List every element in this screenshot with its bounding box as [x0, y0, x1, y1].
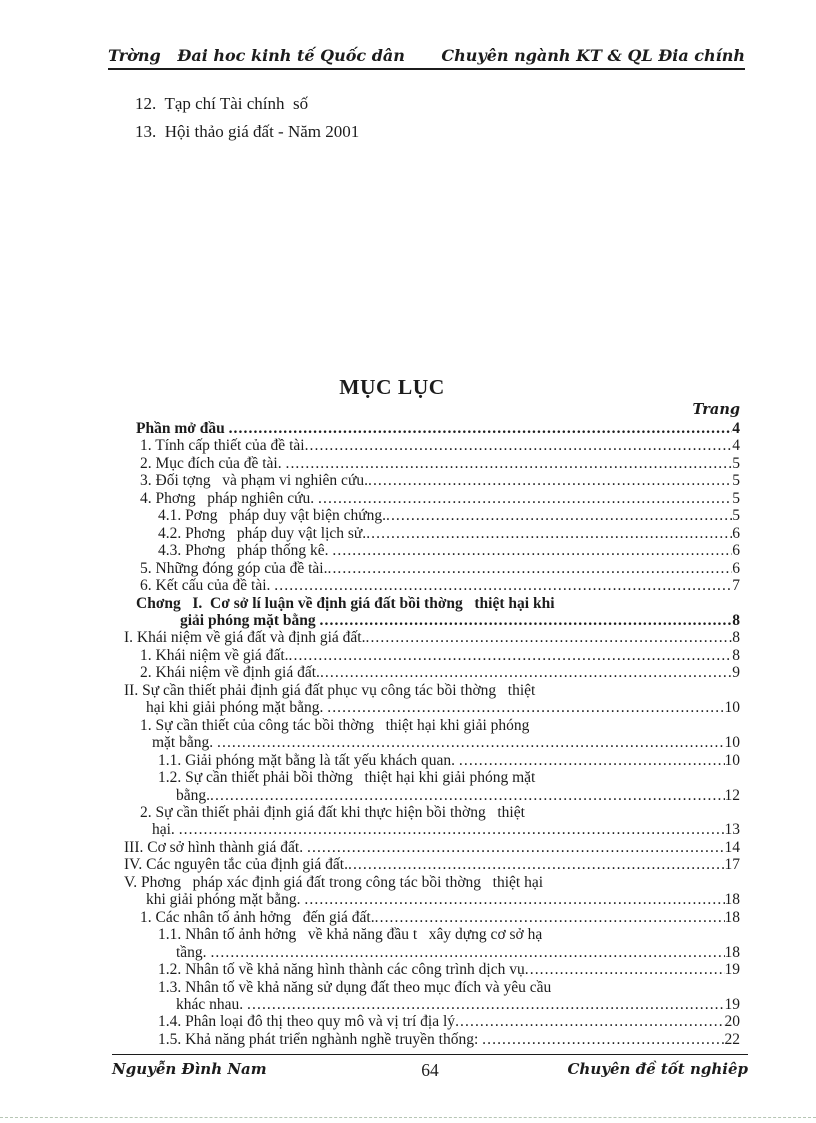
toc-line	[120, 961, 740, 978]
reference-item: 13. Hội thảo giá đất - Năm 2001	[135, 122, 360, 141]
toc-line	[120, 420, 740, 437]
toc-page-number: 18	[724, 908, 740, 926]
toc-entry-text: 3. Đối tợng và phạm vi nghiên cứu.	[140, 472, 368, 490]
toc-line	[120, 926, 740, 943]
toc-line	[120, 577, 740, 594]
toc-entry-text: 4. Phơng pháp nghiên cứu.	[140, 489, 319, 507]
toc-line	[120, 996, 740, 1013]
trang-label: Trang	[692, 401, 740, 418]
toc-line	[120, 717, 740, 734]
toc-entry-text: 1.1. Nhân tố ảnh hởng về khả năng đầu t xây dựng cơ sở hạ	[158, 926, 543, 944]
toc-leader-dots	[320, 612, 733, 629]
toc-entry-text: I. Khái niệm về giá đất và định giá đất.	[124, 629, 366, 647]
toc-line	[120, 787, 740, 804]
reference-list	[135, 90, 756, 146]
toc-leader-dots	[179, 821, 725, 838]
page-footer	[112, 1054, 748, 1078]
toc-page-column-label	[120, 401, 740, 419]
footer-document-type: Chuyên đề tốt nghiêp	[567, 1060, 748, 1078]
toc-line	[120, 682, 740, 699]
toc-line	[120, 804, 740, 821]
toc-line	[120, 734, 740, 751]
toc-page-number: 14	[724, 838, 740, 856]
toc-line	[120, 856, 740, 873]
toc-line	[120, 909, 740, 926]
toc-entry-text: giải phóng mặt bằng	[180, 611, 320, 629]
toc-page-number: 10	[724, 734, 740, 752]
toc-page-number: 22	[724, 1030, 740, 1048]
toc-leader-dots	[217, 734, 725, 751]
toc-entry-text: 1.4. Phân loại đô thị theo quy mô và vị trí địa lý	[158, 1013, 456, 1031]
toc-title: MỤC LỤC	[339, 375, 445, 399]
toc-page-number: 9	[732, 664, 740, 682]
toc-page-number: 20	[724, 1013, 740, 1031]
toc-page-number: 4	[732, 420, 740, 437]
toc-leader-dots	[375, 909, 725, 926]
toc-line	[120, 769, 740, 786]
toc-leader-dots	[285, 455, 732, 472]
toc-leader-dots	[274, 577, 732, 594]
toc-line	[120, 752, 740, 769]
toc-entry-text: hại khi giải phóng mặt bằng.	[146, 699, 328, 717]
toc-leader-dots	[247, 996, 724, 1013]
toc-line	[120, 821, 740, 838]
header-department-name: Chuyên ngành KT & QL Đia chính	[441, 46, 745, 65]
toc-leader-dots	[307, 839, 725, 856]
toc-entry-text: 1. Khái niệm về giá đất.	[140, 646, 289, 664]
toc-entry-text: 2. Sự cần thiết phải định giá đất khi thực hiện bồi thờng thiệt	[140, 803, 525, 821]
toc-page-number: 4	[732, 437, 740, 455]
toc-entry-text: bằng.	[176, 786, 211, 804]
toc-page-number: 13	[724, 821, 740, 839]
toc-entry-text: II. Sự cần thiết phải định giá đất phục vụ công tác bồi thờng thiệt	[124, 681, 536, 699]
toc-leader-dots	[327, 699, 724, 716]
toc-entry-text: 1.1. Giải phóng mặt bằng là tất yếu khách quan.	[158, 751, 459, 769]
toc-leader-dots	[327, 560, 732, 577]
toc-page-number: 10	[724, 699, 740, 717]
toc-page-number: 6	[732, 524, 740, 542]
toc-leader-dots	[348, 856, 725, 873]
toc-leader-dots	[386, 507, 732, 524]
toc-page-number: 6	[732, 542, 740, 560]
toc-page-number: 19	[724, 961, 740, 979]
footer-author-name: Nguyễn Đình Nam	[112, 1060, 267, 1078]
toc-entry-text: 1. Sự cần thiết của công tác bồi thờng thiệt hại khi giải phóng	[140, 716, 530, 734]
toc-page-number: 5	[732, 454, 740, 472]
toc-page-number: 8	[732, 629, 740, 647]
toc-line	[120, 979, 740, 996]
toc-leader-dots	[482, 1031, 724, 1048]
toc-line	[120, 891, 740, 908]
toc-entry-text: hại.	[152, 821, 179, 839]
toc-entry-text: III. Cơ sở hình thành giá đất.	[124, 838, 307, 856]
footer-page-number: 64	[421, 1060, 439, 1080]
toc-page-number: 12	[724, 786, 740, 804]
toc-list	[120, 420, 740, 1048]
toc-leader-dots	[304, 891, 724, 908]
toc-leader-dots	[320, 664, 732, 681]
toc-line	[120, 664, 740, 681]
toc-entry-text: 4.2. Phơng pháp duy vật lịch sử.	[158, 524, 367, 542]
toc-leader-dots	[332, 542, 732, 559]
toc-leader-dots	[455, 1013, 724, 1030]
toc-line	[120, 1031, 740, 1048]
toc-page-number: 7	[732, 577, 740, 595]
toc-page-number: 8	[732, 611, 740, 629]
toc-leader-dots	[289, 647, 733, 664]
toc-line	[120, 437, 740, 454]
toc-leader-dots	[525, 961, 725, 978]
toc-leader-dots	[210, 944, 724, 961]
toc-entry-text: mặt bằng.	[152, 734, 217, 752]
page-header	[108, 46, 745, 70]
toc-leader-dots	[229, 420, 733, 437]
toc-entry-text: 1.2. Nhân tố về khả năng hình thành các công trình dịch vụ	[158, 961, 525, 979]
toc-entry-text: 2. Mục đích của đề tài.	[140, 454, 286, 472]
toc-entry-text: 1.5. Khả năng phát triển nghành nghề truyền thống:	[158, 1030, 483, 1048]
toc-line	[120, 612, 740, 629]
toc-line	[120, 1013, 740, 1030]
toc-line	[120, 595, 740, 612]
toc-leader-dots	[366, 525, 732, 542]
toc-line	[120, 525, 740, 542]
toc-entry-text: khi giải phóng mặt bằng.	[146, 891, 305, 909]
toc-leader-dots	[318, 490, 732, 507]
toc-entry-text: khác nhau.	[176, 995, 248, 1013]
toc-entry-text: 6. Kết cấu của đề tài.	[140, 577, 275, 595]
toc-line	[120, 699, 740, 716]
toc-entry-text: 4.1. Pơng pháp duy vật biện chứng.	[158, 507, 386, 525]
toc-line	[120, 944, 740, 961]
toc-page-number: 10	[724, 751, 740, 769]
toc-entry-text: Phần mở đầu	[136, 420, 229, 437]
toc-line	[120, 490, 740, 507]
toc-page-number: 5	[732, 489, 740, 507]
header-school-name: Trờng Đai hoc kinh tế Quốc dân	[108, 46, 405, 65]
toc-leader-dots	[459, 752, 725, 769]
toc-page-number: 6	[732, 559, 740, 577]
toc-entry-text: 1. Tính cấp thiết của đề tài	[140, 437, 305, 455]
toc-leader-dots	[305, 437, 733, 454]
toc-entry-text: 1. Các nhân tố ảnh hởng đến giá đất.	[140, 908, 375, 926]
toc-line	[120, 839, 740, 856]
toc-line	[120, 874, 740, 891]
toc-page-number: 18	[724, 891, 740, 909]
toc-page-number: 8	[732, 646, 740, 664]
toc-page-number: 17	[724, 856, 740, 874]
toc-entry-text: IV. Các nguyên tắc của định giá đất.	[124, 856, 348, 874]
toc-page-number: 19	[724, 995, 740, 1013]
toc-entry-text: Chơng I. Cơ sở lí luận về định giá đất bồi thờng thiệt hại khi	[136, 594, 555, 612]
toc-line	[120, 455, 740, 472]
toc-line	[120, 507, 740, 524]
toc-line	[120, 560, 740, 577]
toc-leader-dots	[365, 629, 732, 646]
toc-entry-text: V. Phơng pháp xác định giá đất trong công tác bồi thờng thiệt hại	[124, 873, 544, 891]
toc-line	[120, 542, 740, 559]
toc-line	[120, 629, 740, 646]
toc-line	[120, 472, 740, 489]
toc-entry-text: 1.2. Sự cần thiết phải bồi thờng thiệt hại khi giải phóng mặt	[158, 769, 536, 787]
toc-entry-text: 2. Khái niệm về định giá đất.	[140, 664, 320, 682]
toc-entry-text: 1.3. Nhân tố về khả năng sử dụng đất theo mục đích và yêu cầu	[158, 978, 552, 996]
toc-line	[120, 647, 740, 664]
reference-item: 12. Tạp chí Tài chính số	[135, 94, 309, 113]
viewer-page-break-divider	[0, 1117, 816, 1118]
toc-entry-text: 5. Những đóng góp của đề tài.	[140, 559, 328, 577]
toc-entry-text: tầng.	[176, 943, 211, 961]
toc-page-number: 18	[724, 943, 740, 961]
toc-leader-dots	[368, 472, 732, 489]
toc-page-number: 5	[732, 507, 740, 525]
toc-leader-dots	[210, 787, 724, 804]
toc-page-number: 5	[732, 472, 740, 490]
toc-entry-text: 4.3. Phơng pháp thống kê.	[158, 542, 333, 560]
